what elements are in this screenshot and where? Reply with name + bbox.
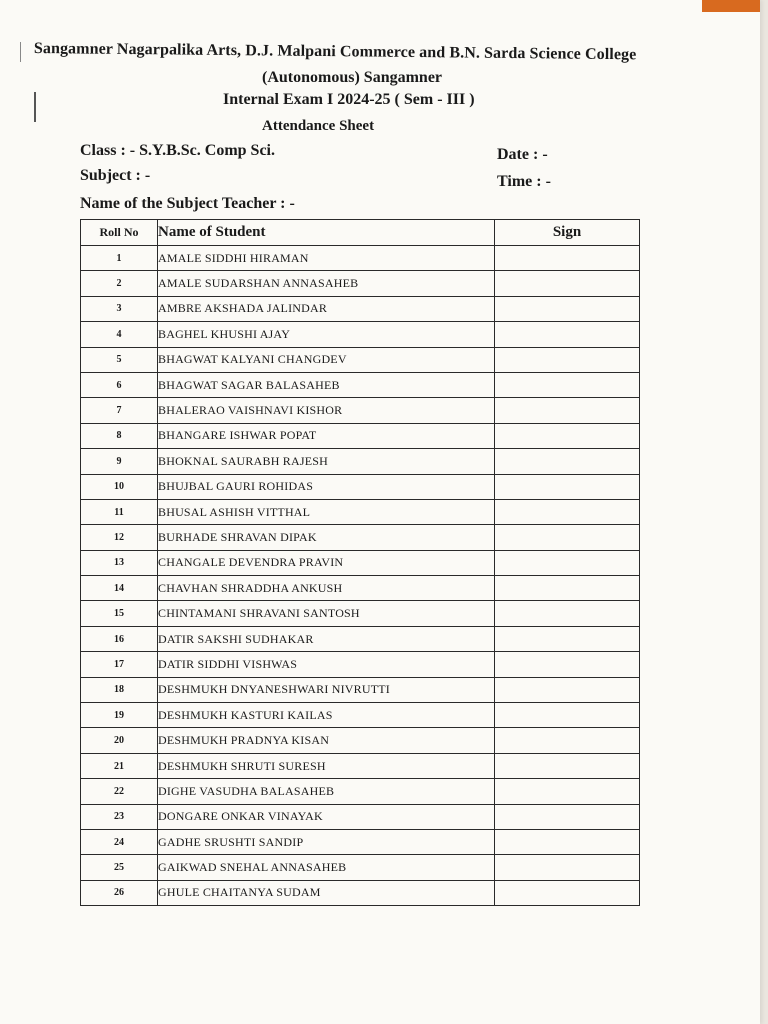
student-name: BHOKNAL SAURABH RAJESH [158,449,495,474]
signature-cell [495,474,640,499]
signature-cell [495,525,640,550]
roll-number: 4 [81,322,158,347]
student-name: BURHADE SHRAVAN DIPAK [158,525,495,550]
student-name: BHAGWAT KALYANI CHANGDEV [158,347,495,372]
class-field: Class : - S.Y.B.Sc. Comp Sci. [80,142,275,159]
signature-cell [495,601,640,626]
signature-cell [495,804,640,829]
signature-cell [495,677,640,702]
signature-cell [495,753,640,778]
roll-number: 17 [81,652,158,677]
table-row [81,855,640,880]
student-name: CHANGALE DEVENDRA PRAVIN [158,550,495,575]
table-row [81,246,640,271]
table-row [81,652,640,677]
roll-number: 23 [81,804,158,829]
teacher-field: Name of the Subject Teacher : - [80,195,295,212]
date-field: Date : - [497,146,548,163]
table-row [81,880,640,905]
table-row [81,779,640,804]
table-row [81,576,640,601]
student-name: AMALE SUDARSHAN ANNASAHEB [158,271,495,296]
student-name: CHINTAMANI SHRAVANI SANTOSH [158,601,495,626]
signature-cell [495,880,640,905]
table-row [81,601,640,626]
signature-cell [495,550,640,575]
column-header-name: Name of Student [158,220,495,246]
signature-cell [495,829,640,854]
table-header-row [81,220,640,246]
pen-mark [34,92,36,122]
student-name: BHALERAO VAISHNAVI KISHOR [158,398,495,423]
college-name: Sangamner Nagarpalika Arts, D.J. Malpani Commerce and B.N. Sarda Science College [33,40,637,64]
signature-cell [495,398,640,423]
roll-number: 18 [81,677,158,702]
attendance-table [80,219,640,906]
student-name: DIGHE VASUDHA BALASAHEB [158,779,495,804]
signature-cell [495,652,640,677]
roll-number: 10 [81,474,158,499]
student-name: GAIKWAD SNEHAL ANNASAHEB [158,855,495,880]
roll-number: 1 [81,246,158,271]
student-name: GHULE CHAITANYA SUDAM [158,880,495,905]
roll-number: 6 [81,372,158,397]
time-field: Time : - [497,173,551,190]
student-name: DESHMUKH DNYANESHWARI NIVRUTTI [158,677,495,702]
signature-cell [495,728,640,753]
table-row [81,703,640,728]
roll-number: 20 [81,728,158,753]
roll-number: 9 [81,449,158,474]
student-name: DESHMUKH PRADNYA KISAN [158,728,495,753]
student-name: BAGHEL KHUSHI AJAY [158,322,495,347]
roll-number: 19 [81,703,158,728]
signature-cell [495,246,640,271]
student-name: BHAGWAT SAGAR BALASAHEB [158,372,495,397]
signature-cell [495,271,640,296]
signature-cell [495,296,640,321]
roll-number: 14 [81,576,158,601]
signature-cell [495,626,640,651]
roll-number: 25 [81,855,158,880]
signature-cell [495,779,640,804]
signature-cell [495,322,640,347]
table-row [81,753,640,778]
signature-cell [495,347,640,372]
table-row [81,550,640,575]
student-name: DESHMUKH KASTURI KAILAS [158,703,495,728]
signature-cell [495,449,640,474]
roll-number: 2 [81,271,158,296]
roll-number: 7 [81,398,158,423]
column-header-sign: Sign [495,220,640,246]
table-body [81,246,640,906]
student-name: DATIR SAKSHI SUDHAKAR [158,626,495,651]
roll-number: 11 [81,499,158,524]
student-name: AMBRE AKSHADA JALINDAR [158,296,495,321]
table-row [81,626,640,651]
student-name: AMALE SIDDHI HIRAMAN [158,246,495,271]
table-row [81,525,640,550]
column-header-roll: Roll No [81,220,158,246]
background-edge [702,0,760,12]
roll-number: 13 [81,550,158,575]
student-name: DATIR SIDDHI VISHWAS [158,652,495,677]
roll-number: 5 [81,347,158,372]
signature-cell [495,855,640,880]
roll-number: 24 [81,829,158,854]
student-name: DESHMUKH SHRUTI SURESH [158,753,495,778]
student-name: CHAVHAN SHRADDHA ANKUSH [158,576,495,601]
subject-field: Subject : - [80,167,151,184]
roll-number: 12 [81,525,158,550]
roll-number: 16 [81,626,158,651]
exam-title: Internal Exam I 2024-25 ( Sem - III ) [223,91,475,108]
table-row [81,829,640,854]
roll-number: 8 [81,423,158,448]
table-row [81,296,640,321]
table-row [81,372,640,397]
table-row [81,474,640,499]
table-row [81,322,640,347]
pen-mark [20,42,21,62]
signature-cell [495,372,640,397]
student-name: BHUSAL ASHISH VITTHAL [158,499,495,524]
roll-number: 22 [81,779,158,804]
student-name: BHANGARE ISHWAR POPAT [158,423,495,448]
signature-cell [495,499,640,524]
table-row [81,271,640,296]
table-row [81,398,640,423]
college-location: (Autonomous) Sangamner [262,69,443,86]
table-row [81,423,640,448]
sheet-title: Attendance Sheet [262,118,375,134]
student-name: GADHE SRUSHTI SANDIP [158,829,495,854]
table-row [81,804,640,829]
signature-cell [495,576,640,601]
roll-number: 21 [81,753,158,778]
table-row [81,728,640,753]
table-row [81,347,640,372]
roll-number: 26 [81,880,158,905]
signature-cell [495,423,640,448]
roll-number: 15 [81,601,158,626]
student-name: DONGARE ONKAR VINAYAK [158,804,495,829]
table-row [81,677,640,702]
roll-number: 3 [81,296,158,321]
signature-cell [495,703,640,728]
student-name: BHUJBAL GAURI ROHIDAS [158,474,495,499]
table-row [81,449,640,474]
table-row [81,499,640,524]
